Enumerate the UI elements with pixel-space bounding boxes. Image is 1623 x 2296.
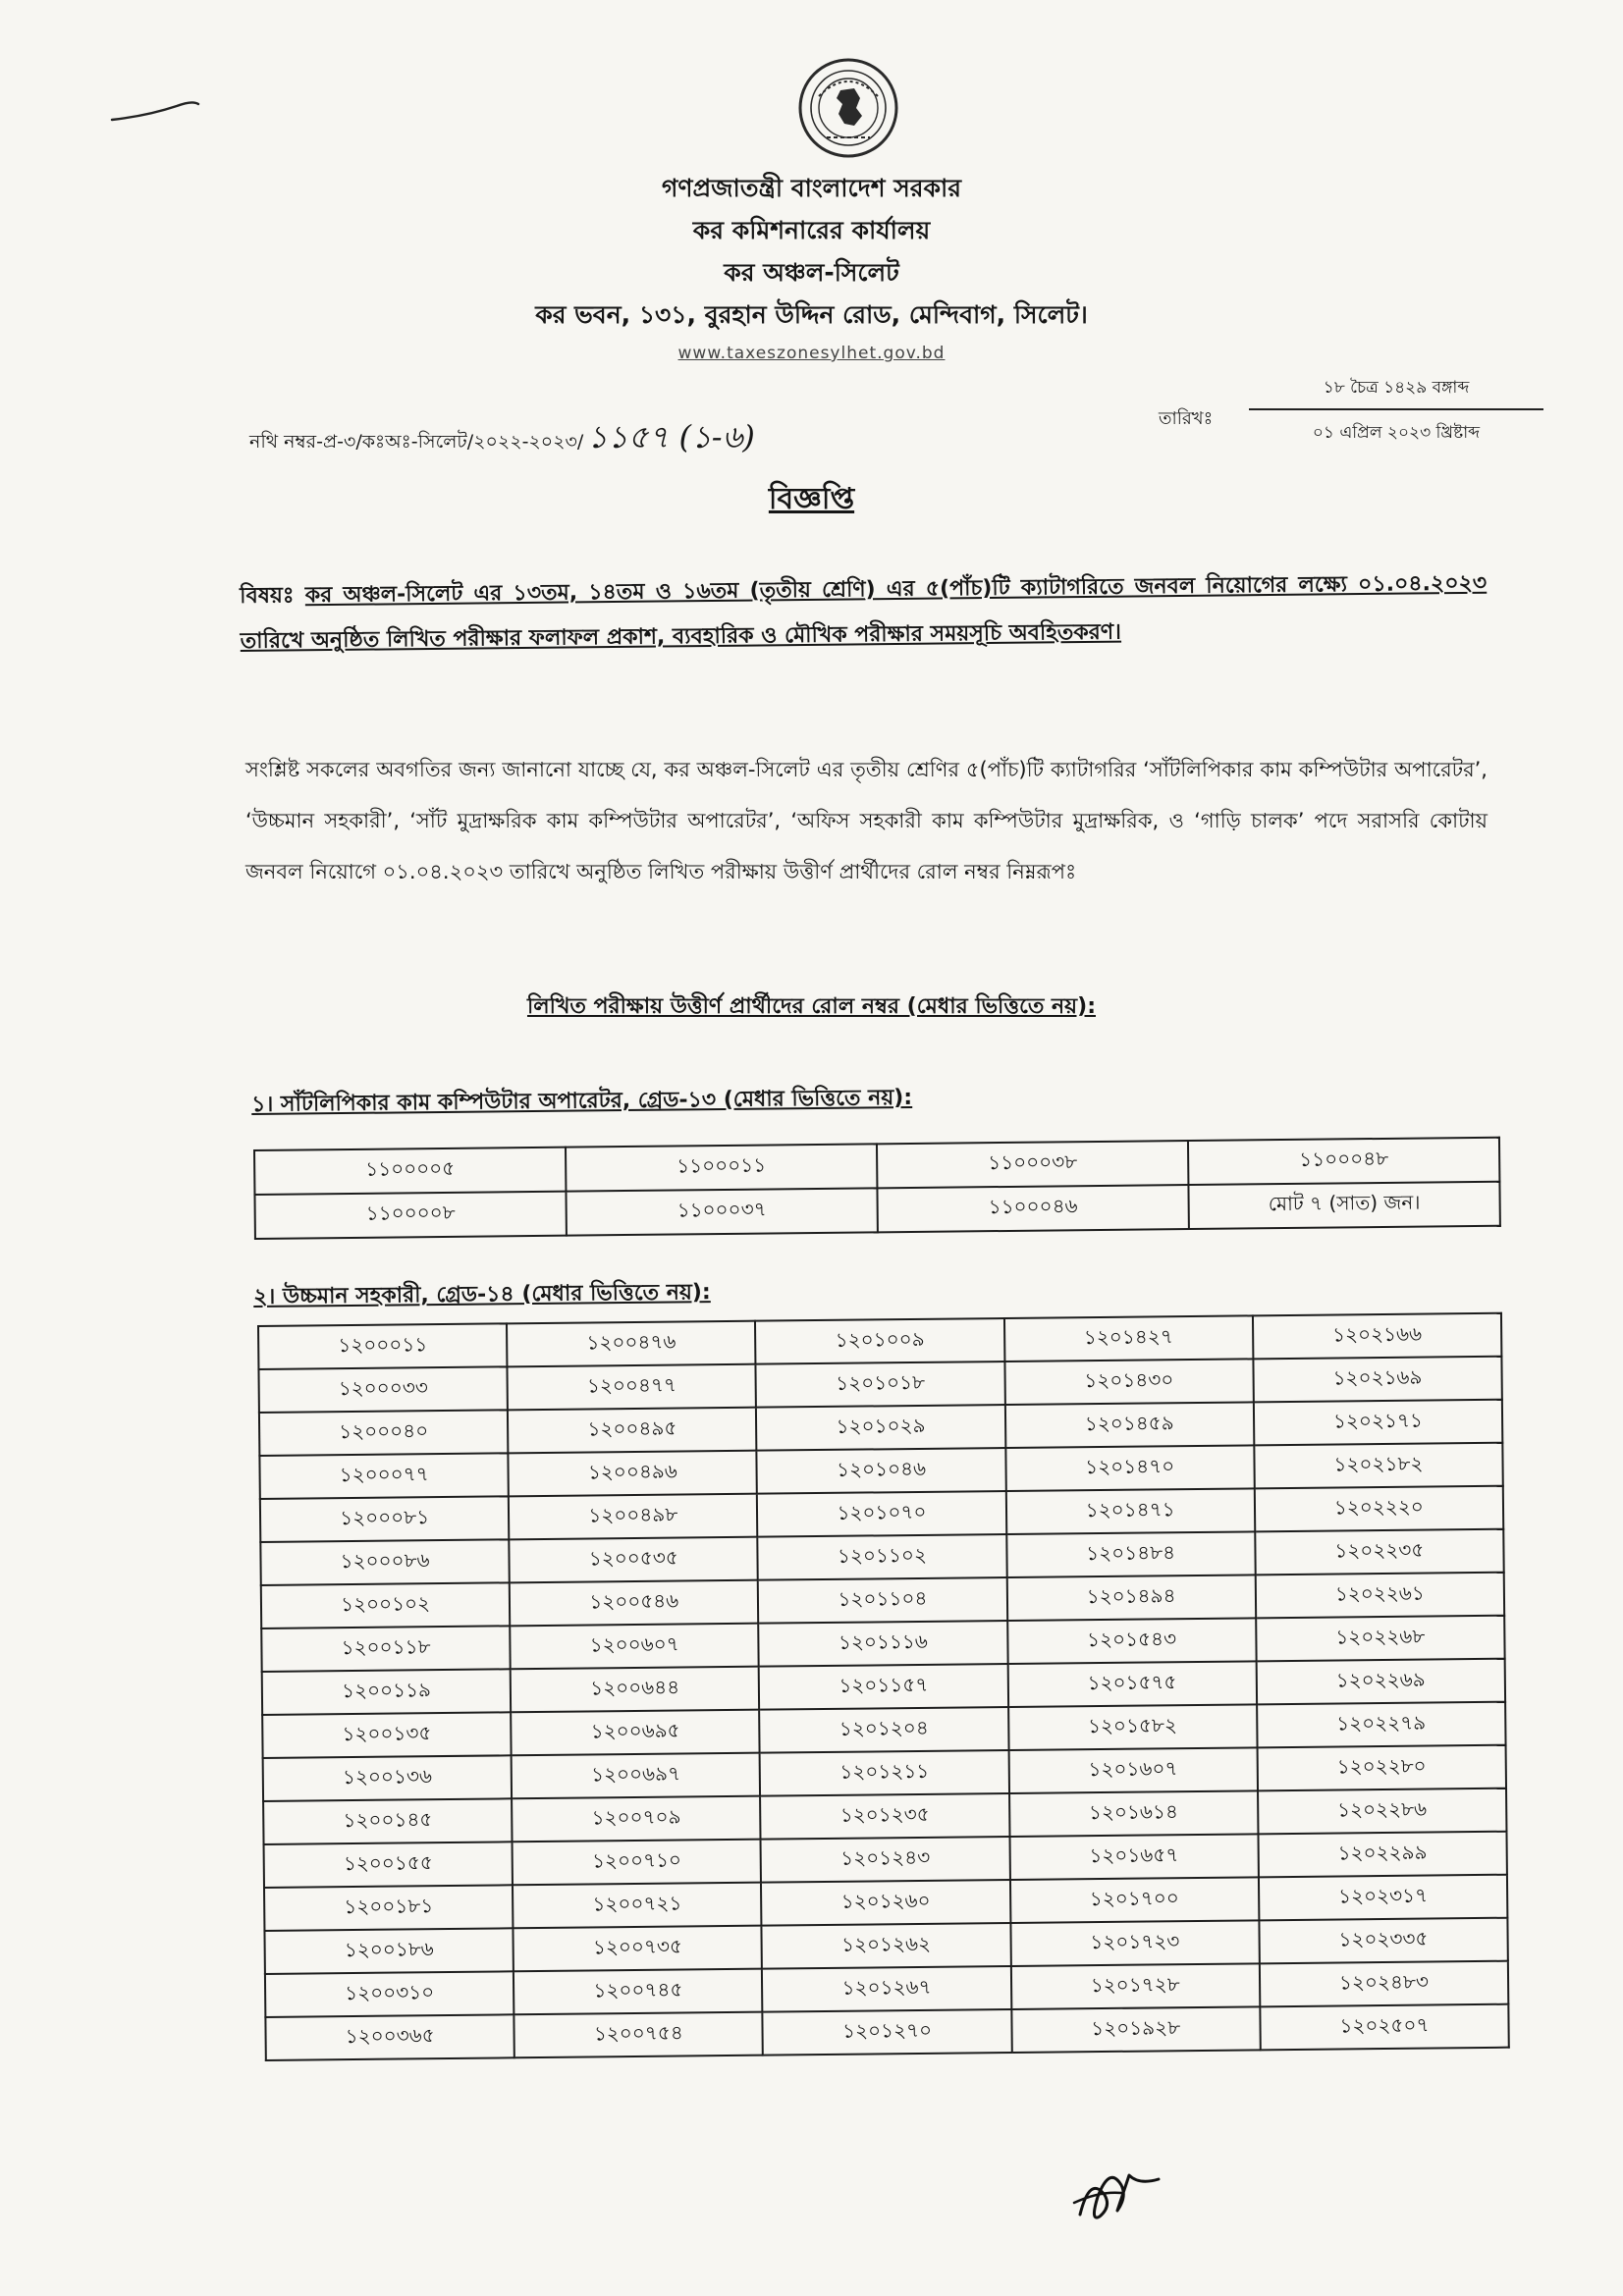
table-cell: ১২০০১১৮: [261, 1626, 511, 1672]
table-cell: ১২০০০৪০: [259, 1410, 509, 1456]
table-cell: ১২০০০৭৭: [259, 1453, 509, 1499]
table-cell: ১২০২৩১৭: [1259, 1875, 1508, 1921]
table-cell: ১২০০৬০৭: [510, 1624, 759, 1670]
grade14-table: [257, 1312, 1510, 2061]
table-cell: ১২০১০২৯: [756, 1405, 1005, 1451]
grade13-table: [253, 1137, 1501, 1240]
table-cell: ১১০০০০৮: [254, 1192, 566, 1239]
table-cell: ১২০১৬০৭: [1008, 1747, 1258, 1793]
table-cell: ১২০১২৭০: [763, 2009, 1012, 2056]
table-cell: ১২০০১৮১: [264, 1885, 514, 1931]
table-cell: ১২০১১১৬: [759, 1621, 1008, 1667]
table-cell: ১২০১১৫৭: [759, 1664, 1008, 1710]
table-cell: ১২০২১৮২: [1254, 1443, 1503, 1489]
subject-block: [240, 561, 1488, 665]
table-cell: ১২০২১৬৯: [1253, 1357, 1502, 1403]
office-name: কর কমিশনারের কার্যালয়: [692, 216, 931, 244]
table-cell: ১২০০৪৯৬: [509, 1451, 758, 1497]
memo-number: [249, 412, 755, 465]
table-cell: ১২০১৫৪৩: [1007, 1618, 1257, 1664]
table-cell: ১২০২২৮০: [1257, 1745, 1506, 1791]
table-cell: ১২০২২৮৬: [1258, 1789, 1507, 1835]
table-cell: ১২০০৬৯৭: [512, 1753, 761, 1799]
date-block: [1249, 371, 1543, 448]
table-cell: ১২০০৭০৯: [512, 1796, 761, 1842]
table-cell: ১২০০৪৯৮: [509, 1494, 758, 1540]
table-cell: ১২০০৩৬৫: [265, 2014, 514, 2060]
table-cell: ১২০২৫০৭: [1260, 2004, 1509, 2051]
subject-text: কর অঞ্চল-সিলেট এর ১৩তম, ১৪তম ও ১৬তম (তৃতীয় শ্রেণি) এর ৫(পাঁচ)টি ক্যাটাগরিতে জনবল নিয়োগের লক্ষ্যে ০১.০৪.২০২৩ তারিখে অনুষ্ঠিত লিখিত পরীক্ষার ফলাফল প্রকাশ, ব্যবহারিক ও মৌখিক পরীক্ষার সময়সূচি অবহিতকরণ।: [240, 570, 1488, 654]
table-cell: ১২০০৫৩৫: [509, 1537, 758, 1583]
section-heading: লিখিত পরীক্ষায় উত্তীর্ণ প্রার্থীদের রোল নম্বর (মেধার ভিত্তিতে নয়):: [526, 994, 1096, 1019]
table-cell: ১২০১২০৪: [760, 1707, 1009, 1753]
pen-stroke-mark: [108, 90, 201, 130]
table-cell: ১২০১০১৮: [756, 1362, 1005, 1408]
table-cell: ১২০১৭২৩: [1010, 1920, 1260, 1966]
table-cell: ১২০১৪৮৪: [1006, 1531, 1256, 1577]
table-cell: ১২০০১৮৬: [264, 1928, 514, 1974]
govt-name: গণপ্রজাতন্ত্রী বাংলাদেশ সরকার: [662, 174, 961, 202]
table-cell: ১২০০১১৯: [262, 1669, 512, 1715]
table-cell: ১২০০৪৯৫: [508, 1408, 757, 1454]
table-cell: ১২০১৯২৮: [1011, 2006, 1261, 2053]
table-cell: ১২০০০৮১: [260, 1496, 510, 1542]
table-cell: ১২০২২৩৫: [1255, 1529, 1504, 1575]
table-cell: ১২০০০৮৬: [260, 1539, 510, 1585]
table-cell: ১২০০৪৭৭: [508, 1364, 757, 1411]
table-cell: ১২০২১৭১: [1254, 1400, 1503, 1446]
government-seal-icon: [797, 57, 899, 159]
table-cell: ১২০১২১১: [760, 1750, 1009, 1796]
table-cell: ১২০১৪৯৪: [1006, 1575, 1256, 1621]
table-cell: মোট ৭ (সাত) জন।: [1188, 1182, 1499, 1229]
grade14-heading: ২। উচ্চমান সহকারী, গ্রেড-১৪ (মেধার ভিত্তিতে নয়):: [253, 1280, 711, 1309]
table-cell: ১২০১৬৫৭: [1009, 1834, 1259, 1880]
memo-handwritten-number: ১১৫৭ (১-৬): [587, 418, 755, 455]
table-cell: ১১০০০৪৮: [1188, 1138, 1499, 1185]
table-cell: ১২০১০০৯: [755, 1318, 1004, 1364]
table-cell: ১২০১৪৭১: [1005, 1488, 1255, 1534]
memo-number-text: নথি নম্বর-প্র-৩/কঃঅঃ-সিলেট/২০২২-২০২৩/ ১১৫৭ (১-৬): [249, 418, 755, 455]
table-cell: ১১০০০১১: [566, 1144, 877, 1191]
table-cell: ১২০০০৩৩: [258, 1366, 508, 1413]
table-cell: ১২০০১৩৫: [262, 1712, 512, 1758]
date-bangla: ১৮ চৈত্র ১৪২৯ বঙ্গাব্দ: [1249, 371, 1543, 410]
table-cell: ১১০০০৪৬: [877, 1185, 1188, 1232]
zone-name: কর অঞ্চল-সিলেট: [724, 258, 899, 287]
table-cell: ১২০১৪৭০: [1005, 1445, 1255, 1491]
table-cell: ১২০১২৪৩: [761, 1837, 1010, 1883]
table-cell: ১২০০৭৩৫: [514, 1926, 763, 1972]
table-cell: ১২০০৬৪৪: [511, 1667, 760, 1713]
table-cell: ১২০১০৭০: [757, 1491, 1006, 1537]
table-cell: ১২০২২৬৮: [1256, 1616, 1505, 1662]
table-cell: ১২০০৭৫৪: [514, 2012, 764, 2058]
table-cell: ১২০১৫৭৫: [1007, 1661, 1257, 1707]
grade13-heading: ১। সাঁটলিপিকার কাম কম্পিউটার অপারেটর, গ্রেড-১৩ (মেধার ভিত্তিতে নয়):: [251, 1085, 913, 1117]
date-gregorian: ০১ এপ্রিল ২০২৩ খ্রিষ্টাব্দ: [1312, 423, 1481, 443]
table-cell: ১২০১২৬০: [761, 1880, 1010, 1926]
table-cell: ১২০১৭২৮: [1010, 1963, 1260, 2009]
table-cell: ১২০১২৩৫: [760, 1793, 1009, 1840]
table-cell: ১২০০৭২১: [513, 1883, 762, 1929]
table-cell: ১২০২৩৩৫: [1259, 1918, 1508, 1964]
table-cell: ১২০২২৬১: [1255, 1573, 1504, 1619]
table-cell: ১২০০১০২: [261, 1582, 511, 1629]
table-cell: ১২০২২২০: [1255, 1486, 1504, 1532]
table-cell: ১২০০৪৭৬: [507, 1321, 756, 1367]
table-cell: ১২০১১০২: [758, 1534, 1007, 1580]
table-cell: ১১০০০৩৭: [566, 1188, 877, 1235]
table-cell: ১২০১৪৩০: [1004, 1359, 1254, 1405]
website-link[interactable]: www.taxeszonesylhet.gov.bd: [677, 344, 946, 363]
letterhead: [0, 167, 1623, 371]
table-cell: ১২০০১৩৬: [263, 1755, 513, 1801]
body-paragraph: সংশ্লিষ্ট সকলের অবগতির জন্য জানানো যাচ্ছে যে, কর অঞ্চল-সিলেট এর তৃতীয় শ্রেণির ৫(পাঁচ)টি ক্যাটাগরির ‘সাঁটলিপিকার কাম কম্পিউটার অপারেটর’, ‘উচ্চমান সহকারী’, ‘সাঁট মুদ্রাক্ষরিক কাম কম্পিউটার অপারেটর’, ‘অফিস সহকারী কাম কম্পিউটার মুদ্রাক্ষরিক, ও ‘গাড়ি চালক’ পদে সরাসরি কোটায় জনবল নিয়োগে ০১.০৪.২০২৩ তারিখে অনুষ্ঠিত লিখিত পরীক্ষায় উত্তীর্ণ প্রার্থীদের রোল নম্বর নিম্নরূপঃ: [245, 758, 1488, 883]
table-cell: ১২০১৫৮২: [1008, 1704, 1258, 1750]
table-cell: ১২০০৭৪৫: [514, 1969, 763, 2015]
table-cell: ১২০১২৬৭: [762, 1966, 1011, 2012]
table-cell: ১২০১২৬২: [762, 1923, 1011, 1969]
table-cell: ১২০১৭০০: [1010, 1877, 1260, 1923]
table-cell: ১২০২১৬৬: [1253, 1313, 1502, 1360]
date-label: তারিখঃ: [1159, 408, 1214, 429]
table-cell: ১২০০১৪৫: [263, 1798, 513, 1844]
notice-title: বিজ্ঞপ্তি: [768, 482, 855, 516]
table-cell: ১২০২৪৮৩: [1260, 1961, 1509, 2007]
table-cell: ১১০০০০৫: [254, 1148, 566, 1195]
table-cell: ১২০০৩১০: [265, 1971, 514, 2017]
subject-label: বিষয়ঃ: [240, 583, 295, 609]
table-cell: ১২০১৪৫৯: [1004, 1402, 1254, 1448]
table-cell: ১২০১৪২৭: [1004, 1315, 1254, 1362]
table-cell: ১২০০৬৯৫: [511, 1710, 760, 1756]
table-cell: ১২০০০১১: [258, 1323, 508, 1369]
table-cell: ১২০২২৬৯: [1256, 1659, 1505, 1705]
signature: [1060, 2146, 1168, 2234]
table-cell: ১১০০০৩৮: [877, 1141, 1188, 1188]
office-address: কর ভবন, ১৩১, বুরহান উদ্দিন রোড, মেন্দিবাগ, সিলেট।: [535, 300, 1088, 329]
table-cell: ১২০১১০৪: [758, 1577, 1007, 1624]
table-cell: ১২০২২৭৯: [1257, 1702, 1506, 1748]
table-cell: ১২০১০৪৬: [757, 1448, 1006, 1494]
table-cell: ১২০১৬১৪: [1009, 1790, 1259, 1837]
table-cell: ১২০০৭১০: [513, 1840, 762, 1886]
table-cell: ১২০২২৯৯: [1258, 1832, 1507, 1878]
table-cell: ১২০০৫৪৬: [510, 1580, 759, 1627]
table-cell: ১২০০১৫৫: [264, 1842, 514, 1888]
